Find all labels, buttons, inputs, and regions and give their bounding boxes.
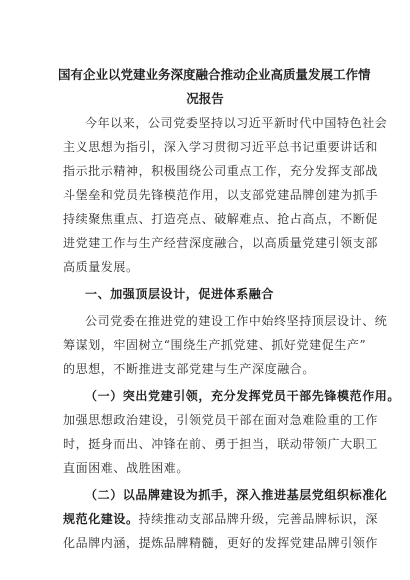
subsection-1-heading: （一）突出党建引领，充分发挥党员干部先锋模范作用。	[85, 389, 401, 403]
document-title-line-2: 况报告	[186, 91, 224, 106]
intro-line-6: 进党建工作与生产经营深度融合，以高质量党建引领支部	[63, 236, 379, 250]
intro-line-4: 斗堡垒和党员先锋模范作用，以支部党建品牌创建为抓手	[63, 188, 379, 202]
subsection-2-heading-line-2: 规范化建设。	[63, 512, 139, 526]
subsection-2-body-start: 持续推动支部品牌升级，完善品牌标识，深	[138, 512, 379, 526]
subsection-1-line-2: 时，挺身而出、冲锋在前、勇于担当，联动带领广大职工	[63, 437, 379, 451]
intro-line-7: 高质量发展。	[63, 260, 139, 274]
intro-line-1: 今年以来，公司党委坚持以习近平新时代中国特色社会	[85, 116, 388, 130]
section-1-line-2: 筹谋划，牢固树立“围绕生产抓党建、抓好党建促生产”	[63, 338, 367, 352]
intro-line-2: 主义思想为指引，深入学习贯彻习近平总书记重要讲话和	[63, 140, 379, 154]
intro-line-3: 指示批示精神，积极围绕公司重点工作，充分发挥支部战	[63, 164, 379, 178]
document-title-line-1: 国有企业以党建业务深度融合推动企业高质量发展工作情	[58, 67, 371, 82]
section-1-line-1: 公司党委在推进党的建设工作中始终坚持顶层设计、统	[85, 314, 388, 328]
subsection-2-heading-line-1: （二）以品牌建设为抓手，深入推进基层党组织标准化	[85, 488, 388, 502]
subsection-2-line-2: 化品牌内涵，提炼品牌精髓，更好的发挥党建品牌引领作	[63, 536, 379, 550]
subsection-2-line-1	[63, 511, 378, 527]
section-1-heading: 一、加强顶层设计，促进体系融合	[85, 287, 275, 301]
intro-line-5: 持续聚焦重点、打造亮点、破解难点、抢占高点，不断促	[63, 212, 379, 226]
section-1-line-3: 的思想，不断推进支部党建与生产深度融合。	[63, 362, 316, 376]
subsection-1-line-3: 直面困难、战胜困难。	[63, 461, 190, 475]
subsection-1-line-1: 加强思想政治建设，引领党员干部在面对急难险重的工作	[63, 413, 379, 427]
